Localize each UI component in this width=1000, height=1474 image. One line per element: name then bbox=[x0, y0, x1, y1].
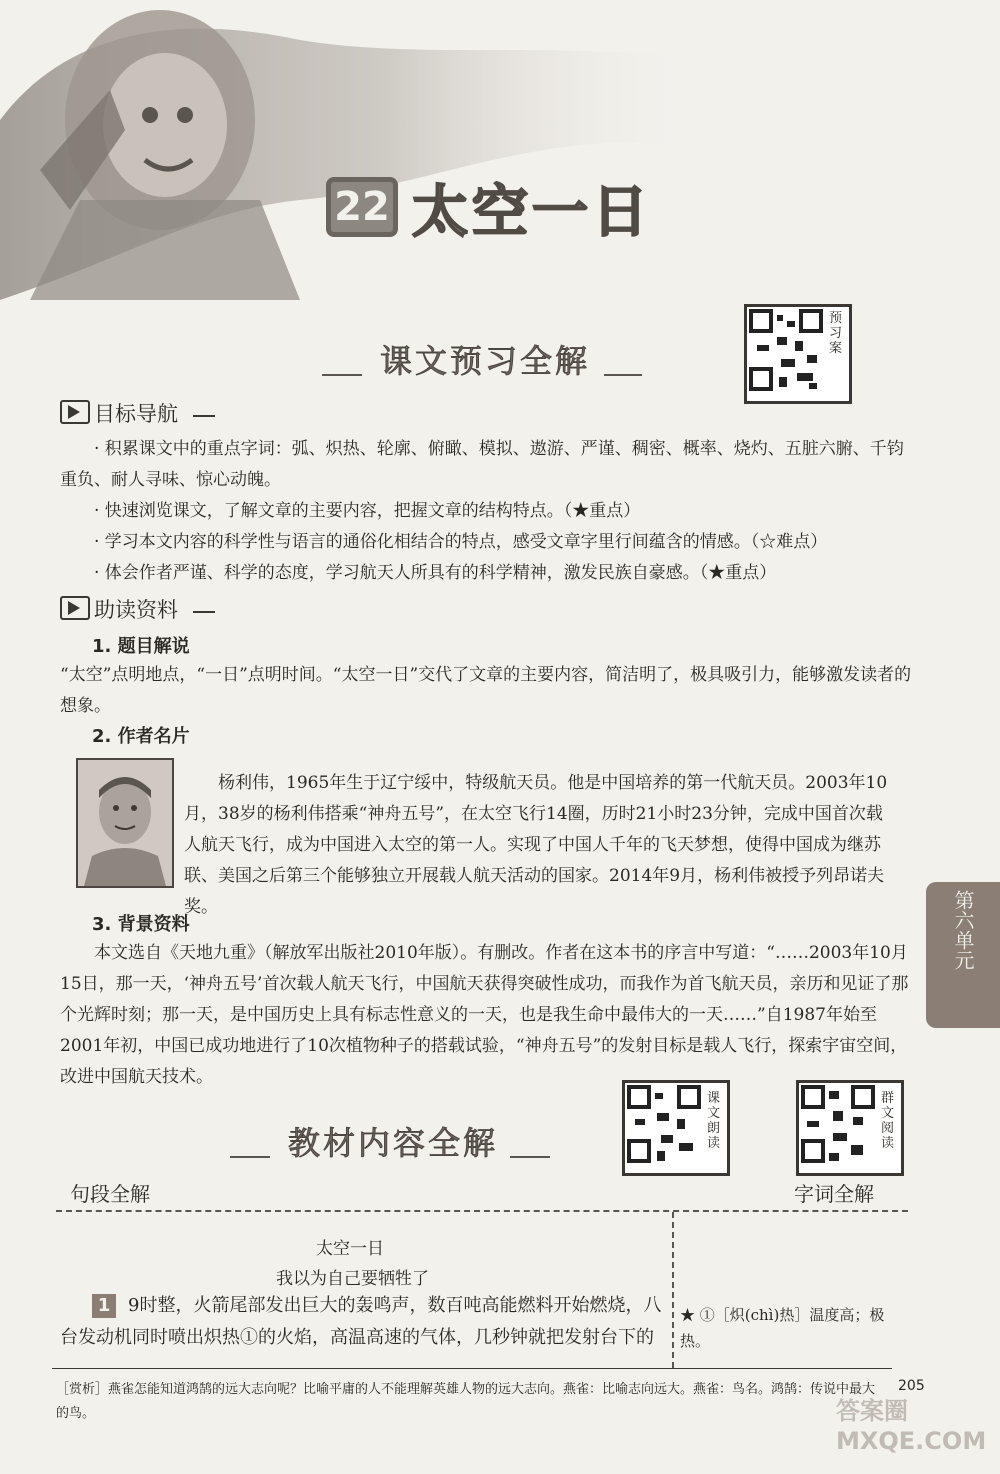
preview-section-title: 课文预习全解 bbox=[380, 342, 591, 380]
reading-heading bbox=[60, 594, 215, 624]
watermark-logo: 答案圈 MXQE.COM bbox=[836, 1397, 987, 1455]
lesson-number: 22 bbox=[326, 177, 398, 237]
arrow-icon bbox=[60, 400, 90, 424]
title-underline-right bbox=[510, 1156, 550, 1158]
goal-item-4: · 体会作者严谨、科学的态度，学习航天人所具有的科学精神，激发民族自豪感。（★重点） bbox=[94, 563, 777, 583]
title-underline-left bbox=[230, 1156, 270, 1158]
page-number: 205 bbox=[898, 1378, 925, 1394]
header-banner bbox=[0, 0, 1000, 300]
tab-sentence-analysis[interactable]: 句段全解 bbox=[70, 1182, 150, 1206]
background-heading: 3. 背景资料 bbox=[92, 914, 190, 935]
qr-label-reading: 课文朗读 bbox=[707, 1091, 721, 1151]
paragraph-number: 1 bbox=[92, 1294, 116, 1318]
astronaut-illustration bbox=[0, 0, 700, 300]
author-photo bbox=[76, 758, 174, 888]
goal-item-2: · 快速浏览课文，了解文章的主要内容，把握文章的结构特点。（★重点） bbox=[94, 501, 641, 521]
qr-label-group-reading: 群文阅读 bbox=[881, 1091, 895, 1151]
title-explain-text: “太空”点明地点，“一日”点明时间。“太空一日”交代了文章的主要内容，简洁明了，极具吸引力，能够激发读者的想象。 bbox=[60, 665, 912, 716]
qr-code-reading[interactable] bbox=[622, 1080, 730, 1176]
reading-heading-text: 助读资料 bbox=[94, 598, 178, 622]
qr-pattern-icon bbox=[799, 1083, 877, 1167]
lesson-title: 太空一日 bbox=[412, 180, 652, 245]
title-underline-left bbox=[322, 374, 362, 376]
author-text: 杨利伟，1965年生于辽宁绥中，特级航天员。他是中国培养的第一代航天员。2003年10月，38岁的杨利伟搭乘“神舟五号”，在太空飞行14圈，历时21小时23分钟，完成中国首次载人航天飞行，成为中国进入太空的第一人。实现了中国人千年的飞天梦想，使得中国成为继苏联、美国之后第三个能够独立开展载人航天活动的国家。2014年9月，杨利伟被授予列昂诺夫奖。 bbox=[184, 773, 888, 917]
unit-side-tab[interactable] bbox=[926, 882, 1000, 1028]
author-portrait-icon bbox=[78, 760, 172, 886]
footer-note: ［赏析］燕雀怎能知道鸿鹄的远大志向呢？比喻平庸的人不能理解英雄人物的远大志向。燕雀：比喻志向远大。燕雀：鸟名。鸿鹄：传说中最大的鸟。 bbox=[56, 1382, 876, 1421]
unit-side-tab-label: 第六单元 bbox=[951, 890, 975, 970]
text-title: 太空一日 bbox=[316, 1239, 384, 1259]
vocab-note: ★ ①［炽(chì)热］温度高；极热。 bbox=[680, 1306, 885, 1350]
qr-code-preview[interactable] bbox=[744, 304, 852, 404]
title-explain-heading: 1. 题目解说 bbox=[92, 636, 190, 657]
qr-label-preview: 预习案 bbox=[829, 311, 843, 356]
title-underline-right bbox=[604, 374, 642, 376]
footer-divider bbox=[52, 1368, 892, 1369]
goal-item-3: · 学习本文内容的科学性与语言的通俗化相结合的特点，感受文章字里行间蕴含的情感。（☆难点） bbox=[94, 532, 828, 552]
qr-pattern-icon bbox=[625, 1083, 703, 1167]
paragraph-text: 9时整，火箭尾部发出巨大的轰鸣声，数百吨高能燃料开始燃烧，八台发动机同时喷出炽热①的火焰，高温高速的气体，几秒钟就把发射台下的 bbox=[60, 1295, 662, 1348]
author-heading: 2. 作者名片 bbox=[92, 726, 190, 747]
goals-heading-text: 目标导航 bbox=[94, 402, 178, 426]
content-section-title: 教材内容全解 bbox=[288, 1124, 499, 1162]
goal-item-1: · 积累课文中的重点字词：弧、炽热、轮廓、俯瞰、模拟、遨游、严谨、稠密、概率、烧灼、五脏六腑、千钧重负、耐人寻味、惊心动魄。 bbox=[60, 439, 904, 490]
qr-pattern-icon bbox=[747, 307, 825, 395]
qr-code-group-reading[interactable] bbox=[796, 1080, 904, 1176]
tab-vocabulary-analysis[interactable]: 字词全解 bbox=[794, 1182, 874, 1206]
background-text: 本文选自《天地九重》（解放军出版社2010年版）。有删改。作者在这本书的序言中写道：“……2003年10月15日，那一天，‘神舟五号’首次载人航天飞行，中国航天获得突破性成功，而我作为首飞航天员，亲历和见证了那个光辉时刻；那一天，是中国历史上具有标志性意义的一天，也是我生命中最伟大的一天……”自1987年始至2001年初，中国已成功地进行了10次植物种子的搭载试验，“神舟五号”的发射目标是载人飞行，探索宇宙空间，改进中国航天技术。 bbox=[60, 943, 909, 1087]
dashed-column-divider bbox=[672, 1212, 674, 1368]
text-subtitle: 我以为自己要牺牲了 bbox=[276, 1269, 429, 1289]
dashed-divider bbox=[56, 1210, 908, 1212]
goals-heading bbox=[60, 398, 215, 428]
arrow-icon bbox=[60, 596, 90, 620]
